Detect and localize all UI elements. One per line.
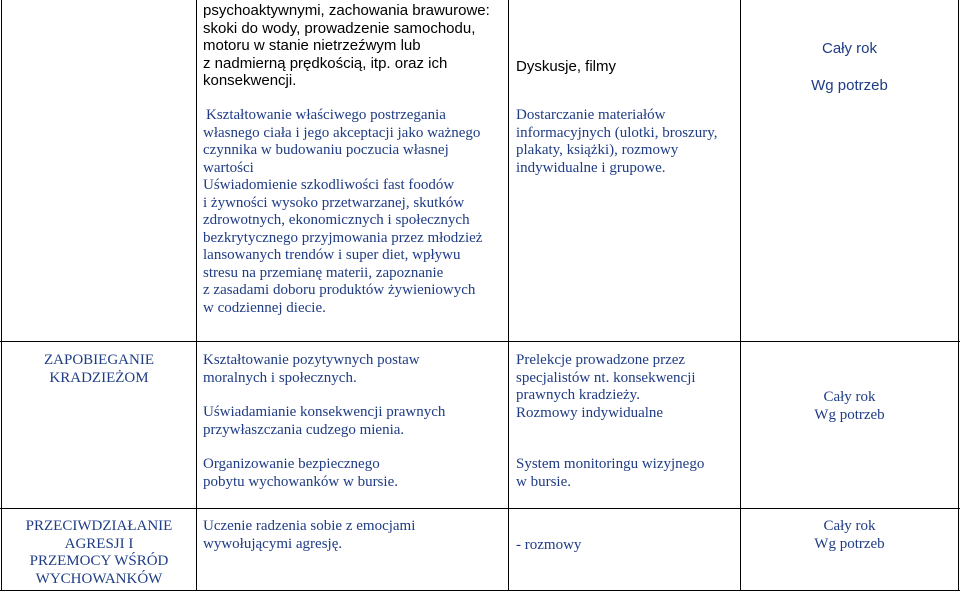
text-line: Uświadamianie konsekwencji prawnych	[203, 404, 446, 420]
text-line: Cały rok	[821, 40, 877, 57]
text-line: informacyjnych (ulotki, broszury,	[516, 124, 718, 141]
row4-objectives	[203, 518, 503, 553]
text-line: z zasadami doboru produktów żywieniowych	[203, 282, 476, 298]
table-border-left	[1, 0, 2, 591]
text-line: specjalistów nt. konsekwencji	[516, 369, 696, 386]
text-line: czynnika w budowaniu poczucia własnej	[203, 142, 449, 158]
text-line: Wg potrzeb	[814, 406, 885, 423]
text-line: plakaty, książki), rozmowy	[516, 142, 679, 158]
text-line: moralnych i społecznych.	[203, 369, 357, 386]
row3-area-title	[2, 352, 196, 387]
text-line: lansowanych trendów i super diet, wpływu	[203, 247, 461, 263]
text-line: wartości	[203, 159, 254, 176]
text-line: stresu na przemianę materii, zapoznanie	[203, 264, 444, 281]
text-line: zdrowotnych, ekonomicznych i społecznych	[203, 212, 470, 228]
text-line: KRADZIEŻOM	[49, 369, 149, 386]
text-line: prawnych kradzieży.	[516, 387, 640, 403]
text-line: Dostarczanie materiałów	[516, 107, 666, 123]
text-line: PRZECIWDZIAŁANIE	[25, 518, 173, 534]
text-line: w bursie.	[516, 473, 571, 490]
text-line: - rozmowy	[516, 537, 582, 553]
text-line: PRZEMOCY WŚRÓD	[29, 553, 169, 569]
text-line: konsekwencji.	[203, 72, 297, 89]
text-line: indywidualne i grupowe.	[516, 159, 666, 176]
row1-objectives	[203, 2, 503, 90]
row2-objectives	[203, 107, 503, 317]
text-line: z nadmierną prędkością, itp. oraz ich	[203, 54, 448, 72]
row4-area-title	[2, 518, 196, 588]
text-line: System monitoringu wizyjnego	[516, 456, 705, 472]
table-border-right	[958, 0, 959, 591]
text-line: w codziennej diecie.	[203, 299, 326, 316]
text-line: motoru w stanie nietrzeźwym lub	[203, 37, 421, 54]
text-line: WYCHOWANKÓW	[35, 570, 163, 587]
text-line: Uczenie radzenia sobie z emocjami	[203, 518, 416, 534]
row3-methods	[516, 352, 738, 491]
text-line: Uświadomienie szkodliwości fast foodów	[203, 177, 455, 193]
text-line: psychoaktywnymi, zachowania brawurowe:	[203, 2, 490, 19]
text-line: Rozmowy indywidualne	[516, 404, 664, 421]
row1-schedule	[741, 40, 958, 95]
text-line: Dyskusje, filmy	[516, 58, 617, 75]
text-line: bezkrytycznego przyjmowania przez młodzież	[203, 229, 483, 246]
text-line: AGRESJI I	[64, 535, 134, 552]
text-line: wywołującymi agresję.	[203, 535, 343, 552]
row3-objectives	[203, 352, 503, 491]
text-line: Wg potrzeb	[814, 535, 885, 552]
column-divider	[196, 0, 197, 591]
text-line: Kształtowanie pozytywnych postaw	[203, 352, 420, 368]
row1-methods	[516, 58, 736, 76]
row4-methods	[516, 537, 738, 555]
row-divider	[0, 341, 960, 342]
text-line: własnego ciała i jego akceptacji jako ważnego	[203, 124, 481, 141]
row-divider	[0, 508, 960, 509]
text-line: pobytu wychowanków w bursie.	[203, 473, 398, 490]
text-line: Cały rok	[823, 389, 876, 405]
row4-schedule	[741, 518, 958, 553]
text-line: Prelekcje prowadzone przez	[516, 352, 686, 368]
column-divider	[508, 0, 509, 591]
row2-methods	[516, 107, 738, 177]
text-line: przywłaszczania cudzego mienia.	[203, 421, 405, 438]
text-line: Cały rok	[823, 518, 876, 534]
text-line: ZAPOBIEGANIE	[44, 352, 154, 368]
text-line: Organizowanie bezpiecznego	[203, 456, 380, 472]
row3-schedule	[741, 389, 958, 424]
text-line: Kształtowanie właściwego postrzegania	[206, 107, 446, 123]
text-line: i żywności wysoko przetwarzanej, skutków	[203, 194, 465, 211]
text-line: skoki do wody, prowadzenie samochodu,	[203, 19, 476, 37]
text-line: Wg potrzeb	[811, 77, 888, 94]
